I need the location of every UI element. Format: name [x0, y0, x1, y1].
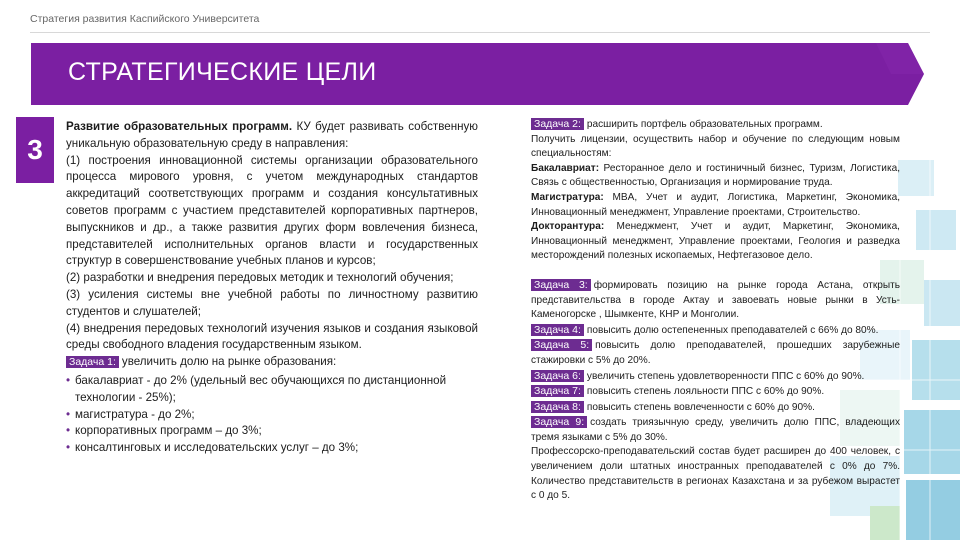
task-7: [531, 384, 900, 400]
page-header-title: Стратегия развития Каспийского Университета: [30, 13, 260, 25]
task-1-tag: Задача 1:: [66, 356, 119, 368]
direction-4: (4) внедрения передовых технологий изучения языков и создания языковой среды свободного владения государственным языком.: [66, 321, 478, 352]
task-8: [531, 400, 900, 416]
goal-intro: КУ будет развивать собственную уникальную образовательную среду в направления:: [66, 120, 478, 150]
goal-description: [66, 119, 478, 153]
task-8-tag: Задача 8:: [531, 401, 584, 413]
task-2-tag: Задача 2:: [531, 118, 584, 130]
task-3: [531, 278, 900, 323]
task-1: [66, 354, 478, 371]
task-6a-text: увеличить степень удовлетворенности ППС с 60% до 90%.: [586, 370, 865, 382]
task-5-text: повысить долю преподавателей, прошедших зарубежные стажировки с 5% до 20%.: [531, 340, 900, 366]
task-2-bachelor: [531, 162, 900, 191]
task-9-text: создать триязычную среду, увеличить долю ППС, владеющих тремя языками с 5% до 30%.: [531, 417, 900, 443]
task-4-tag: Задача 4:: [531, 324, 584, 336]
task-7-text: повысить степень лояльности ППС с 60% до 90%.: [586, 386, 825, 398]
task-2-master: [531, 191, 900, 220]
task-5-tag: Задача 5:: [531, 339, 592, 351]
list-item: • магистратура - до 2%;: [66, 407, 478, 424]
task-6a: [531, 369, 900, 385]
goal-number-badge: 3: [16, 117, 54, 183]
direction-1: (1) построения инновационной системы организации образовательного процесса мирового уровня, с учетом международных стандартов аккредитаций соответствующих программ и создания консультативных советов программ с участием представителей корпоративных партнеров, выпускников и др., а также развития других форм вовлечения бизнеса, представителей исполнительных органов власти и государственных структур в совершенствование учебных планов и курсов;: [66, 153, 478, 268]
right-column: [531, 117, 900, 504]
phd-label: Докторантура:: [531, 221, 605, 233]
task-7-tag: Задача 7:: [531, 385, 584, 397]
task-6a-tag: Задача 6:: [531, 370, 584, 382]
task-1-text: увеличить долю на рынке образования:: [121, 355, 337, 369]
bachelor-label: Бакалавриат:: [531, 162, 600, 174]
list-item: • консалтинговых и исследовательских услуг – до 3%;: [66, 440, 478, 457]
phd-programs: Менеджмент, Учет и аудит, Маркетинг, Экономика, Инновационный менеджмент, Управление проектами, Геология и разведка месторождений полезных ископаемых, Нефтегазовое дело.: [531, 221, 900, 262]
task-2: [531, 117, 900, 133]
task-9: [531, 415, 900, 445]
task-4: [531, 323, 900, 339]
section-banner: [31, 43, 924, 105]
page-title: СТРАТЕГИЧЕСКИЕ ЦЕЛИ: [68, 58, 377, 86]
task-4-text: повысить долю остепененных преподавателей с 66% до 80%.: [586, 324, 879, 336]
task-3-text: формировать позицию на рынке города Астана, открыть представительства в городе Актау и завоевать новые рынки в Усть-Каменогорске , Шымкенте, КНР и Монголии.: [531, 279, 901, 321]
task-8-text: повысить степень вовлеченности с 60% до 90%.: [586, 401, 815, 413]
master-programs: MBA, Учет и аудит, Логистика, Маркетинг, Экономика, Инновационный менеджмент, Управление проектами, Строительство.: [531, 191, 900, 218]
list-item: • корпоративных программ – до 3%;: [66, 423, 478, 440]
task-2-text: расширить портфель образовательных программ.: [586, 119, 823, 130]
master-label: Магистратура:: [531, 191, 604, 203]
left-column: [66, 119, 478, 457]
goal-heading: Развитие образовательных программ.: [66, 120, 293, 133]
closing-summary: Профессорско-преподавательский состав будет расширен до 400 человек, с увеличением доли штатных иностранных преподавателей с 0% до 7%. Количество представительств в регионах Казахстана и за рубежом вырастет с 0 до 5.: [531, 446, 900, 502]
task-2-block: [531, 117, 900, 264]
task-2-phd: [531, 220, 900, 264]
task-5: [531, 338, 900, 368]
task-2-licence: Получить лицензии, осуществить набор и обучение по следующим новым специальностям:: [531, 133, 900, 160]
bachelor-programs: Ресторанное дело и гостиничный бизнес, Туризм, Логистика, Связь с общественностью, Организация и нормирование труда.: [531, 162, 900, 189]
task-3-tag: Задача 3:: [531, 279, 591, 291]
task-1-list: [66, 373, 478, 457]
header-divider: [30, 32, 930, 33]
direction-2: (2) разработки и внедрения передовых методик и технологий обучения;: [66, 271, 454, 285]
task-9-tag: Задача 9:: [531, 416, 587, 428]
list-item: • бакалавриат - до 2% (удельный вес обучающихся по дистанционной технологии - 25%);: [66, 373, 478, 407]
direction-3: (3) усиления системы вне учебной работы по личностному развитию студентов и слушателей;: [66, 287, 478, 318]
